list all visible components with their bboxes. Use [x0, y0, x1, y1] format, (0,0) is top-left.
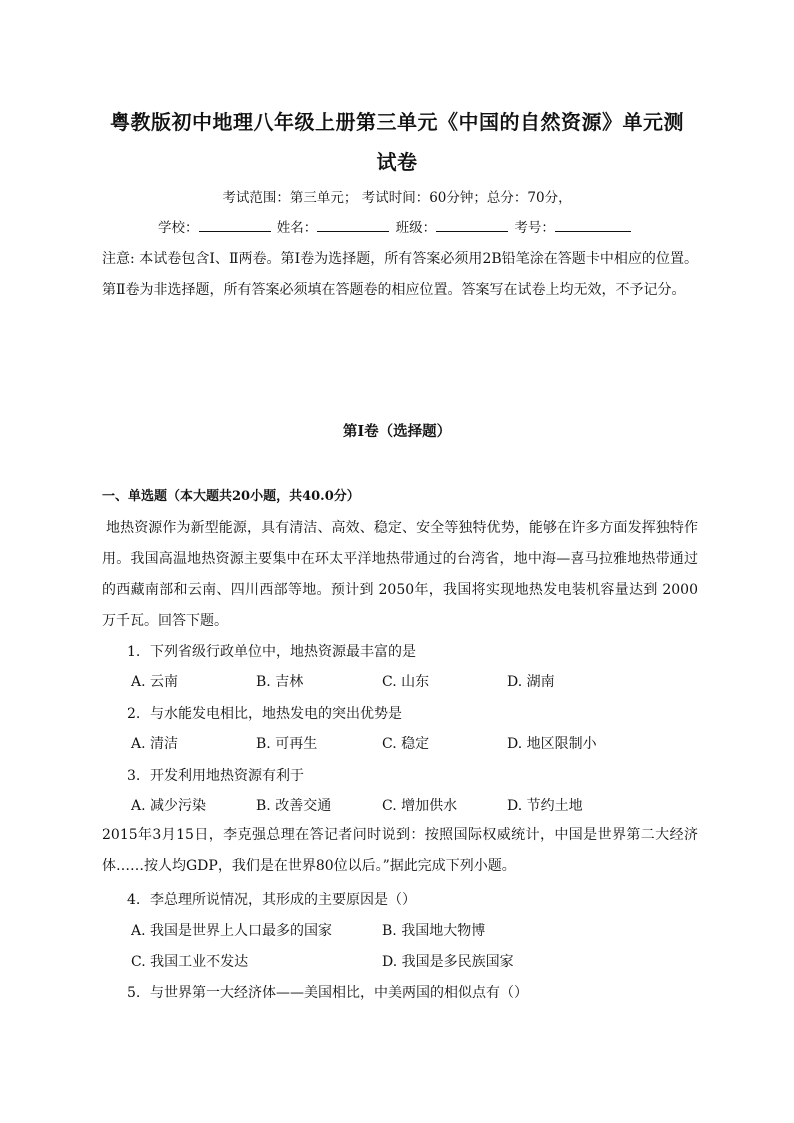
class-label: 班级： — [395, 220, 437, 236]
q3-option-c: C. 增加供水 — [382, 798, 458, 814]
q4-option-c: C. 我国工业不发达 — [131, 954, 249, 970]
exam-title-line-1: 粤教版初中地理八年级上册第三单元《中国的自然资源》单元测 — [110, 110, 684, 134]
number-blank — [555, 218, 631, 232]
question-5 — [127, 982, 528, 1002]
q2-option-b: B. 可再生 — [256, 736, 318, 752]
exam-title-line-2: 试卷 — [376, 150, 418, 174]
question-stem: 与世界第一大经济体——美国相比，中美两国的相似点有（） — [150, 985, 528, 1001]
question-stem: 下列省级行政单位中，地热资源最丰富的是 — [150, 644, 416, 660]
school-label: 学校： — [158, 220, 199, 236]
subsection-heading: 一、单选题（本大题共20小题，共40.0分） — [102, 489, 360, 504]
q2-option-a: A. 清洁 — [131, 736, 179, 752]
q1-option-b: B. 吉林 — [256, 674, 304, 690]
q1-option-a: A. 云南 — [131, 674, 179, 690]
q2-option-d: D. 地区限制小 — [507, 736, 597, 752]
q2-option-c: C. 稳定 — [382, 736, 430, 752]
student-info-line — [158, 216, 633, 236]
q4-option-a: A. 我国是世界上人口最多的国家 — [131, 923, 333, 939]
name-label: 姓名： — [276, 220, 318, 236]
question-stem: 开发利用地热资源有利于 — [150, 768, 304, 784]
question-number: 5. — [127, 985, 141, 1001]
question-number: 4. — [127, 892, 141, 908]
q3-option-b: B. 改善交通 — [256, 798, 332, 814]
question-1 — [127, 641, 416, 661]
q1-option-c: C. 山东 — [382, 674, 430, 690]
question-number: 2. — [127, 706, 141, 722]
q1-option-d: D. 湖南 — [507, 674, 555, 690]
q3-option-d: D. 节约土地 — [507, 798, 583, 814]
question-stem: 李总理所说情况，其形成的主要原因是（） — [150, 892, 416, 908]
name-blank — [317, 218, 389, 232]
question-2 — [127, 703, 402, 723]
exam-info: 考试范围：第三单元； 考试时间：60分钟；总分：70分， — [222, 190, 572, 206]
exam-notice: 注意: 本试卷包含Ⅰ、Ⅱ两卷。第Ⅰ卷为选择题，所有答案必须用2B铅笔涂在答题卡中相应的位置。第Ⅱ卷为非选择题，所有答案必须填在答题卷的相应位置。答案写在试卷上均无效，不予记分。 — [102, 251, 698, 298]
q4-option-b: B. 我国地大物博 — [382, 923, 486, 939]
question-4 — [127, 889, 416, 909]
section-title: 第Ⅰ卷（选择题） — [342, 423, 452, 440]
class-blank — [436, 218, 508, 232]
question-stem: 与水能发电相比，地热发电的突出优势是 — [150, 706, 402, 722]
q4-option-d: D. 我国是多民族国家 — [382, 954, 514, 970]
reading-passage-2: 2015年3月15日，李克强总理在答记者问时说到：按照国际权威统计，中国是世界第二大经济体……按人均GDP，我们是在世界80位以后。”据此完成下列小题。 — [102, 827, 698, 874]
question-number: 1. — [127, 644, 141, 660]
question-3 — [127, 765, 304, 785]
q3-option-a: A. 减少污染 — [131, 798, 207, 814]
number-label: 考号： — [514, 220, 555, 236]
school-blank — [199, 218, 271, 232]
reading-passage-1: 地热资源作为新型能源，具有清洁、高效、稳定、安全等独特优势，能够在许多方面发挥独特作用。我国高温地热资源主要集中在环太平洋地热带通过的台湾省，地中海—喜马拉雅地热带通过的西藏南部和云南、四川西部等地。预计到 2050年，我国将实现地热发电装机容量达到 2000万千瓦。回答下题。 — [102, 520, 698, 629]
question-number: 3. — [127, 768, 141, 784]
